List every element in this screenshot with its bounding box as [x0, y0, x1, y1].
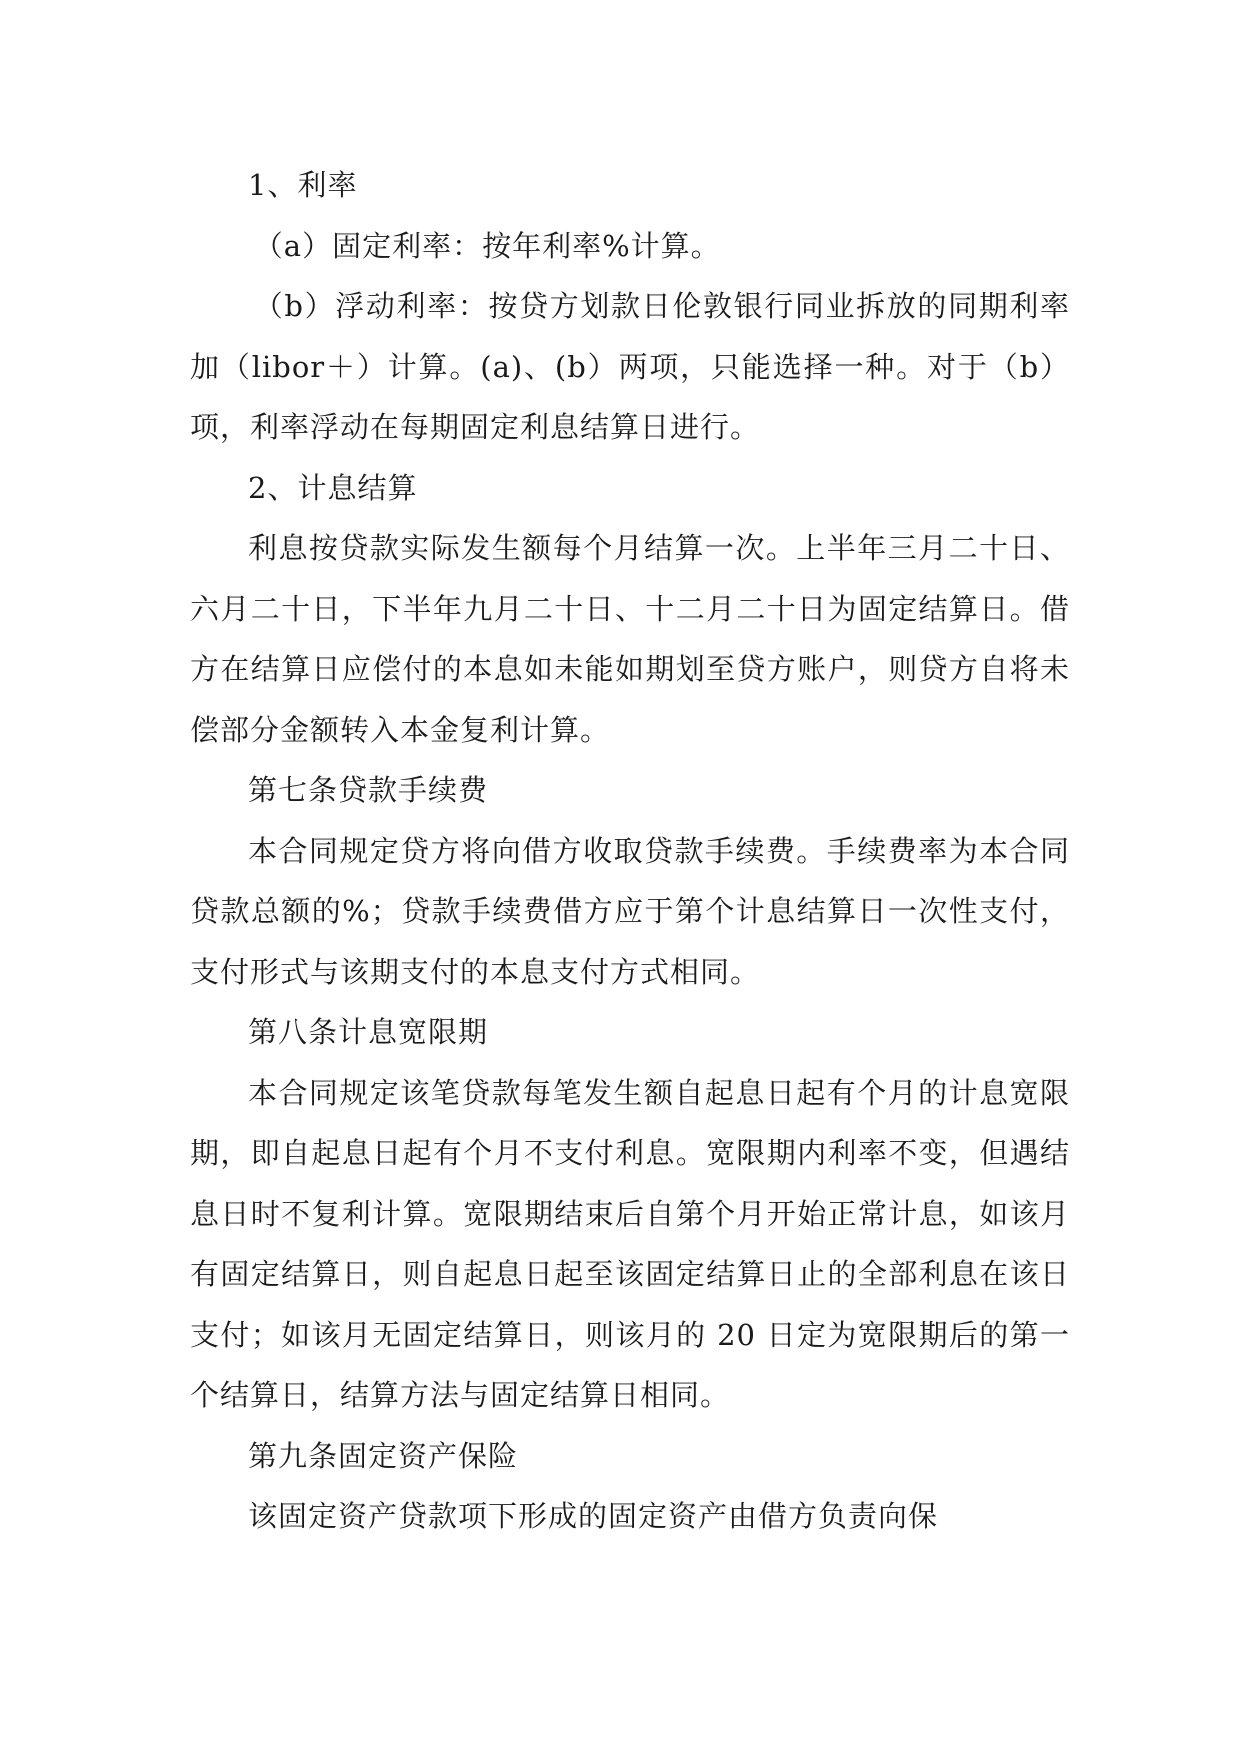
fixed-rate-clause: （a）固定利率：按年利率%计算。 [253, 228, 721, 263]
interest-rate-heading: 1、利率 [248, 168, 358, 202]
article-9-clause: 该固定资产贷款项下形成的固定资产由借方负责向保 [248, 1499, 939, 1533]
article-8-heading: 第八条计息宽限期 [248, 1015, 489, 1049]
floating-rate-clause: （b）浮动利率：按贷方划款日伦敦银行同业拆放的同期利率加（libor＋）计算。(a)、(b）两项，只能选择一种。对于（b）项，利率浮动在每期固定利息结算日进行。 [190, 289, 1070, 444]
interest-settlement-heading: 2、计息结算 [248, 470, 418, 505]
article-8-clause: 本合同规定该笔贷款每笔发生额自起息日起有个月的计息宽限期，即自起息日起有个月不支付利息。宽限期内利率不变，但遇结息日时不复利计算。宽限期结束后自第个月开始正常计息，如该月有固定结算日，则自起息日起至该固定结算日止的全部利息在该日支付；如该月无固定结算日，则该月的 20 日定为宽限期后的第一个结算日，结算方法与固定结算日相同。 [190, 1075, 1070, 1412]
document-body [190, 155, 1070, 1547]
interest-settlement-clause: 利息按贷款实际发生额每个月结算一次。上半年三月二十日、六月二十日，下半年九月二十日、十二月二十日为固定结算日。借方在结算日应偿付的本息如未能如期划至贷方账户，则贷方自将未偿部分金额转入本金复利计算。 [190, 531, 1070, 747]
article-9-heading: 第九条固定资产保险 [248, 1438, 519, 1473]
article-7-clause: 本合同规定贷方将向借方收取贷款手续费。手续费率为本合同贷款总额的%；贷款手续费借方应于第个计息结算日一次性支付，支付形式与该期支付的本息支付方式相同。 [190, 833, 1070, 989]
article-7-heading: 第七条贷款手续费 [248, 773, 489, 807]
